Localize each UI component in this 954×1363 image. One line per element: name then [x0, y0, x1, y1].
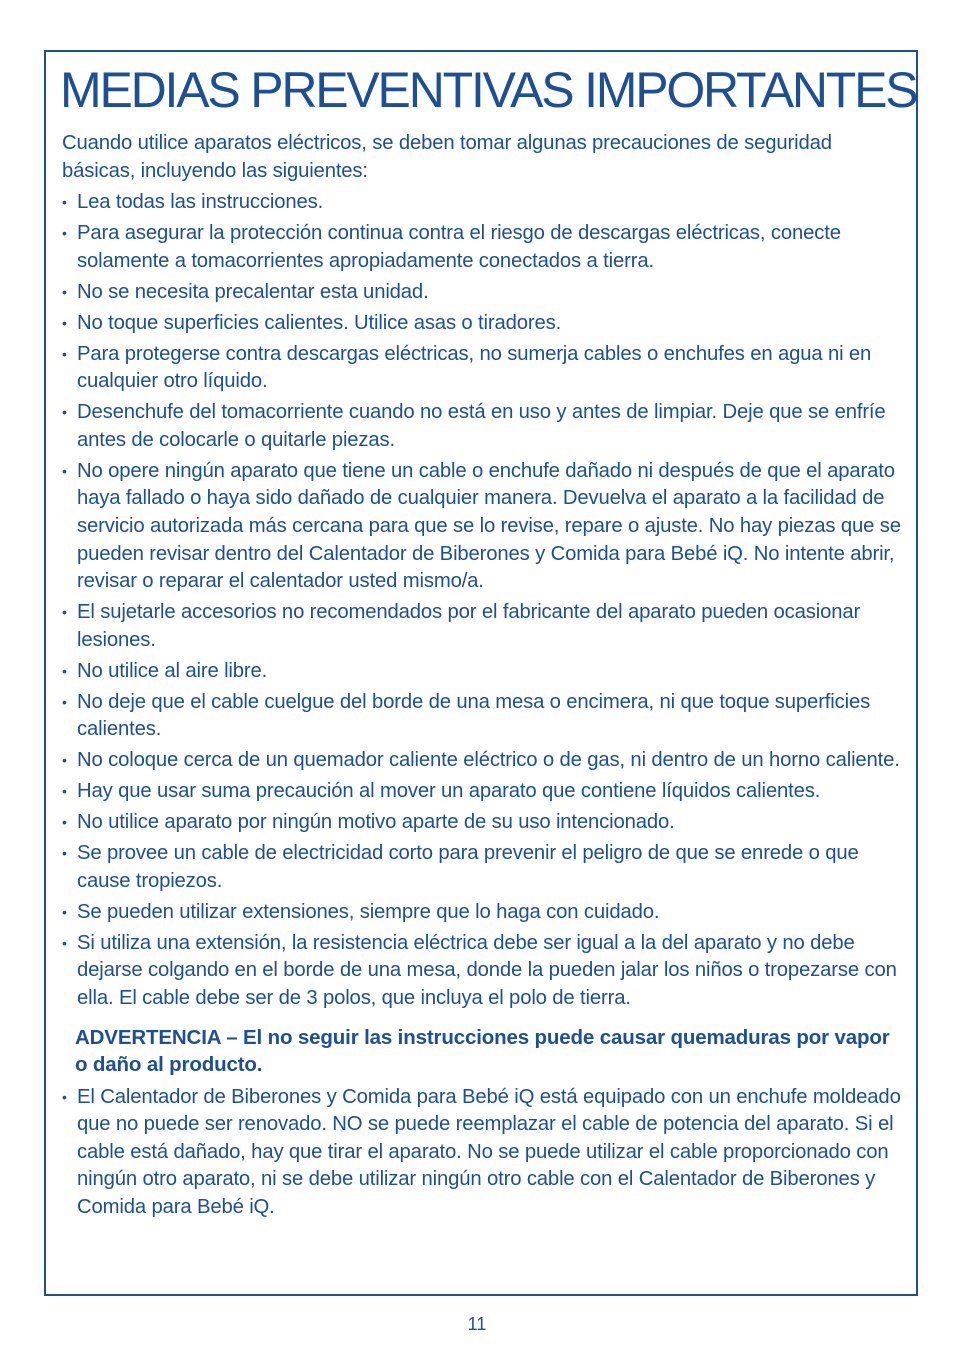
list-item: • El sujetarle accesorios no recomendados por el fabricante del aparato pueden ocasionar lesiones. — [62, 601, 861, 651]
list-item: • Para asegurar la protección continua contra el riesgo de descargas eléctricas, conecte solamente a tomacorrientes apropiadamente conectados a tierra. — [62, 222, 841, 272]
list-item: • No utilice al aire libre. — [62, 659, 268, 682]
list-item: • No opere ningún aparato que tiene un cable o enchufe dañado ni después de que el aparato haya fallado o haya sido dañado de cualquier manera. Devuelva el aparato a la facilidad de servicio autorizada más cercana para que se lo revise, repare o ajuste. No hay piezas que se pueden revisar dentro del Calentador de Biberones y Comida para Bebé iQ. No intente abrir, revisar o reparar el calentador usted mismo/a. — [62, 459, 901, 593]
warning-heading: ADVERTENCIA – El no seguir las instrucciones puede causar quemaduras por vapor o daño al producto. — [75, 1025, 890, 1076]
list-item: • Se pueden utilizar extensiones, siempre que lo haga con cuidado. — [62, 900, 660, 923]
intro-paragraph: Cuando utilice aparatos eléctricos, se deben tomar algunas precauciones de seguridad básicas, incluyendo las siguientes: — [62, 132, 832, 182]
list-item: • Lea todas las instrucciones. — [62, 191, 324, 214]
list-item: • Si utiliza una extensión, la resistencia eléctrica debe ser igual a la del aparato y no debe dejarse colgando en el borde de una mesa, donde la pueden jalar los niños o tropezarse con ella. El cable debe ser de 3 polos, que incluya el polo de tierra. — [62, 931, 897, 1010]
page-title: MEDIAS PREVENTIVAS IMPORTANTES — [60, 62, 917, 118]
list-item: • Se provee un cable de electricidad corto para prevenir el peligro de que se enrede o que cause tropiezos. — [62, 842, 859, 892]
list-item: • No toque superficies calientes. Utilice asas o tiradores. — [62, 311, 562, 334]
list-item: • No deje que el cable cuelgue del borde de una mesa o encimera, ni que toque superficies calientes. — [62, 690, 871, 741]
list-item: • El Calentador de Biberones y Comida para Bebé iQ está equipado con un enchufe moldeado que no puede ser renovado. NO se puede reemplazar el cable de potencia del aparato. Si el cable está dañado, hay que tirar el aparato. No se puede utilizar el cable proporcionado con ningún otro aparato, ni se debe utilizar ningún otro cable con el Calentador de Biberones y Comida para Bebé iQ. — [62, 1085, 901, 1219]
safety-content — [62, 130, 904, 1225]
list-item: • Hay que usar suma precaución al mover un aparato que contiene líquidos calientes. — [62, 780, 821, 803]
list-item: • Para protegerse contra descargas eléctricas, no sumerja cables o enchufes en agua ni en cualquier otro líquido. — [62, 342, 872, 393]
list-item: • No utilice aparato por ningún motivo aparte de su uso intencionado. — [62, 811, 675, 834]
page-number: 11 — [467, 1314, 487, 1334]
warning-bullet-list — [62, 1084, 904, 1222]
list-item: • No coloque cerca de un quemador caliente eléctrico o de gas, ni dentro de un horno caliente. — [62, 749, 900, 772]
list-item: • Desenchufe del tomacorriente cuando no está en uso y antes de limpiar. Deje que se enfríe antes de colocarle o quitarle piezas. — [62, 401, 886, 451]
list-item: • No se necesita precalentar esta unidad. — [62, 280, 429, 303]
safety-bullet-list — [62, 189, 904, 1012]
